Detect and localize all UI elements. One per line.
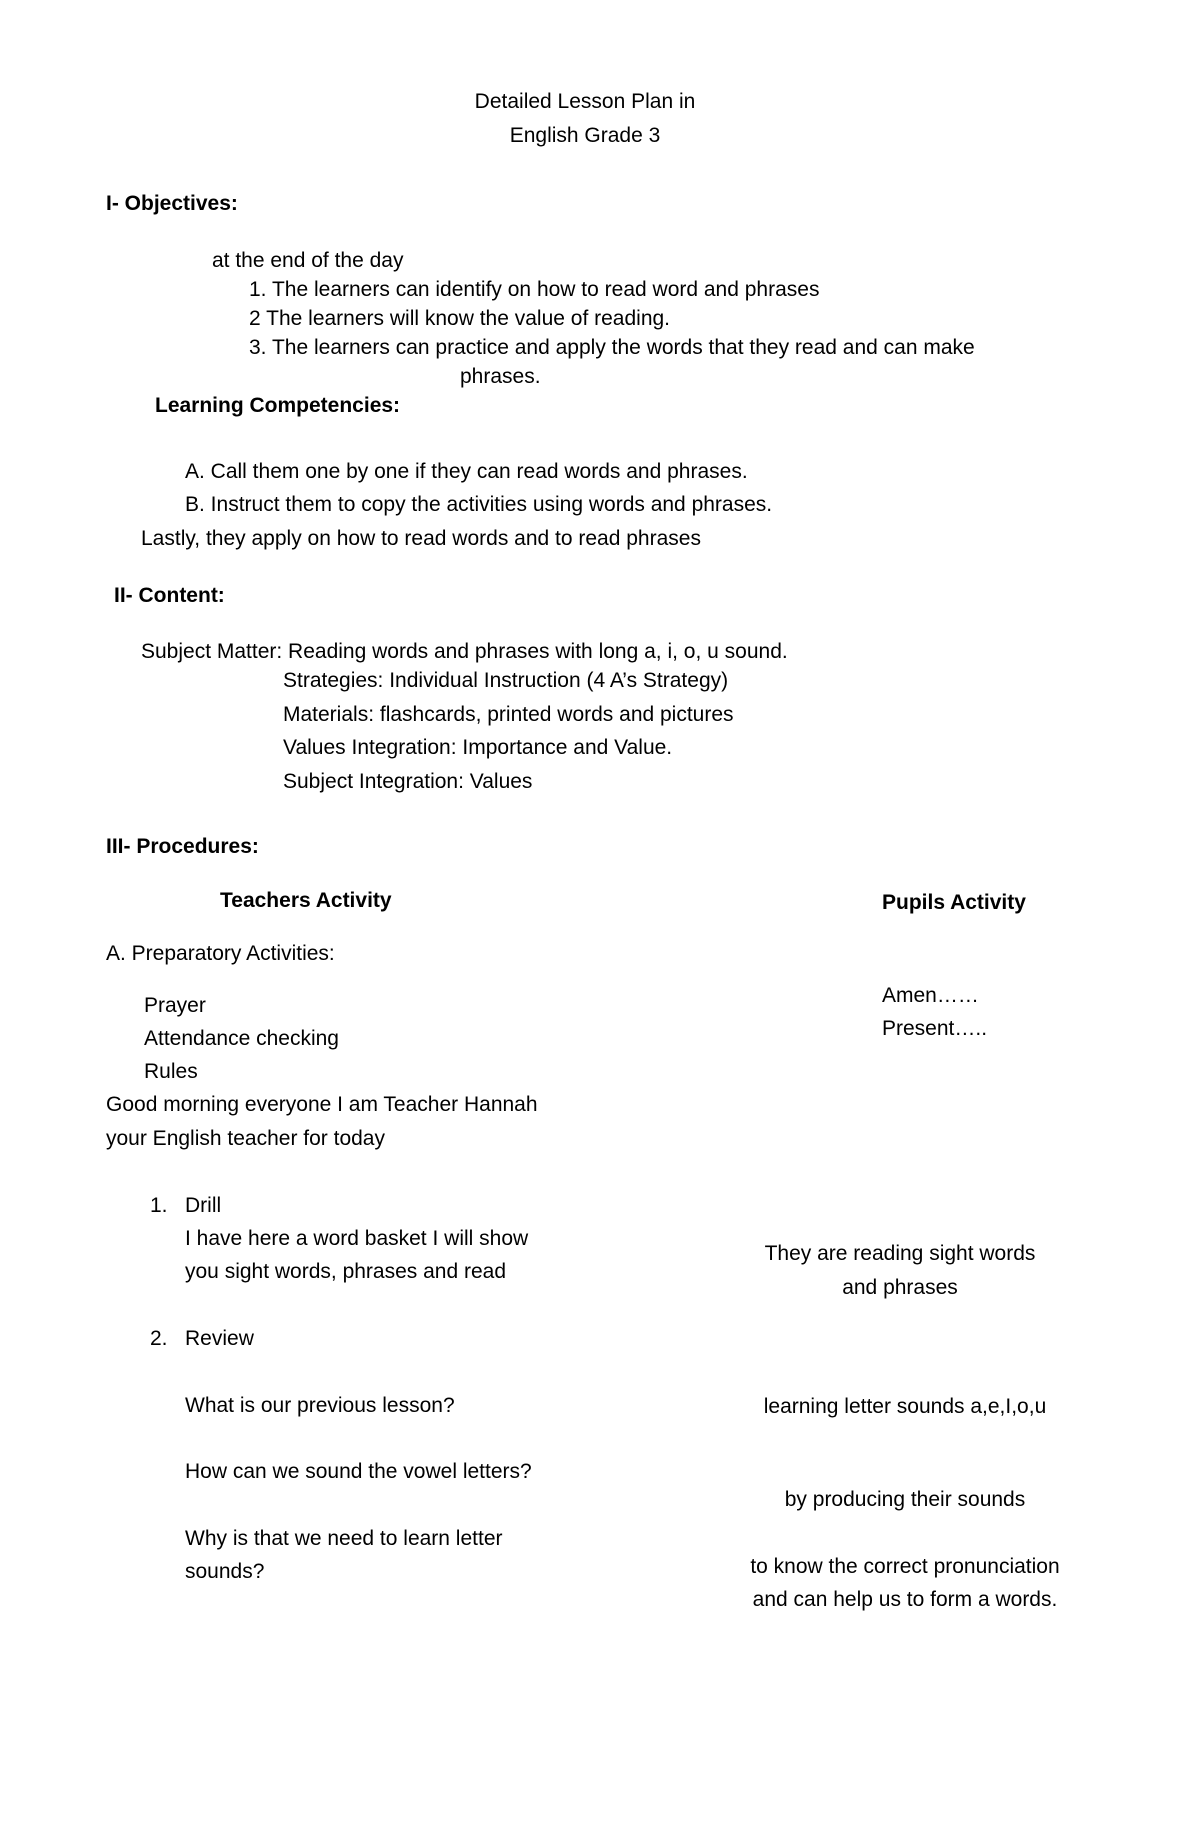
drill-answer-1: They are reading sight words xyxy=(764,1242,1036,1265)
review-question-3-line-2: sounds? xyxy=(185,1560,265,1583)
competency-item-a: A. Call them one by one if they can read words and phrases. xyxy=(185,460,748,483)
competencies-closing: Lastly, they apply on how to read words and to read phrases xyxy=(141,527,701,550)
attendance-checking: Attendance checking xyxy=(144,1027,339,1050)
competencies-heading: Learning Competencies: xyxy=(155,394,401,417)
subject-matter: Subject Matter: Reading words and phrases with long a, i, o, u sound. xyxy=(141,640,788,663)
review-answer-1: learning letter sounds a,e,I,o,u xyxy=(763,1395,1047,1418)
drill-title: Drill xyxy=(185,1194,222,1217)
objective-item-3: 3. The learners can practice and apply the words that they read and can make xyxy=(249,336,975,359)
rules: Rules xyxy=(144,1060,198,1083)
title-line-1: Detailed Lesson Plan in xyxy=(474,90,696,113)
procedures-heading: III- Procedures: xyxy=(106,835,259,858)
materials: Materials: flashcards, printed words and pictures xyxy=(283,703,734,726)
objective-item-3-cont: phrases. xyxy=(460,365,541,388)
drill-answer-2: and phrases xyxy=(842,1276,958,1299)
values-integration: Values Integration: Importance and Value. xyxy=(283,736,673,759)
review-question-3-line-1: Why is that we need to learn letter xyxy=(185,1527,503,1550)
content-heading: II- Content: xyxy=(114,584,225,607)
pupils-activity-heading: Pupils Activity xyxy=(882,891,1026,914)
objective-item-2: 2 The learners will know the value of reading. xyxy=(249,307,671,330)
drill-text-1: I have here a word basket I will show xyxy=(185,1227,529,1250)
preparatory-activities: A. Preparatory Activities: xyxy=(106,942,335,965)
greeting-line-2: your English teacher for today xyxy=(106,1127,385,1150)
review-question-1: What is our previous lesson? xyxy=(185,1394,455,1417)
pupil-response-amen: Amen…… xyxy=(882,984,979,1007)
objectives-heading: I- Objectives: xyxy=(106,192,238,215)
review-number: 2. xyxy=(150,1327,168,1350)
pupil-response-present: Present….. xyxy=(882,1017,988,1040)
objectives-intro: at the end of the day xyxy=(212,249,404,272)
review-question-2: How can we sound the vowel letters? xyxy=(185,1460,532,1483)
title-line-2: English Grade 3 xyxy=(509,124,661,147)
drill-text-2: you sight words, phrases and read xyxy=(185,1260,507,1283)
review-answer-3-line-2: and can help us to form a words. xyxy=(752,1588,1058,1611)
review-answer-2: by producing their sounds xyxy=(784,1488,1026,1511)
objective-item-1: 1. The learners can identify on how to read word and phrases xyxy=(249,278,820,301)
teachers-activity-heading: Teachers Activity xyxy=(220,889,392,912)
review-title: Review xyxy=(185,1327,254,1350)
strategies: Strategies: Individual Instruction (4 A’s Strategy) xyxy=(283,669,729,692)
greeting-line-1: Good morning everyone I am Teacher Hannah xyxy=(106,1093,538,1116)
competency-item-b: B. Instruct them to copy the activities using words and phrases. xyxy=(185,493,773,516)
review-answer-3-line-1: to know the correct pronunciation xyxy=(750,1555,1060,1578)
subject-integration: Subject Integration: Values xyxy=(283,770,533,793)
prayer: Prayer xyxy=(144,994,206,1017)
drill-number: 1. xyxy=(150,1194,168,1217)
